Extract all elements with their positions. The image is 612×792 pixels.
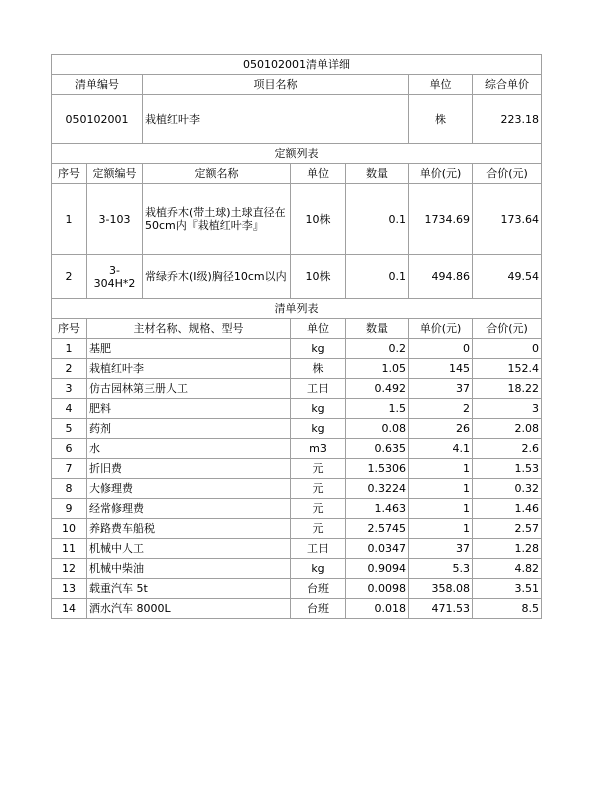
material-qty: 0.0098: [346, 579, 409, 599]
material-row: [52, 499, 542, 519]
quota-total: 173.64: [473, 184, 542, 255]
quota-seq: 1: [52, 184, 87, 255]
material-name: 养路费车船税: [87, 519, 291, 539]
list-seq-header: 序号: [52, 319, 87, 339]
material-unit: 台班: [291, 579, 346, 599]
material-unit-price: 37: [409, 379, 473, 399]
quota-total: 49.54: [473, 255, 542, 299]
material-total: 0: [473, 339, 542, 359]
item-row: [52, 95, 542, 144]
quota-unit-price-header: 单价(元): [409, 164, 473, 184]
material-qty: 0.0347: [346, 539, 409, 559]
material-seq: 4: [52, 399, 87, 419]
material-unit-price: 2: [409, 399, 473, 419]
list-name-header: 主材名称、规格、型号: [87, 319, 291, 339]
material-name: 水: [87, 439, 291, 459]
material-unit-price: 1: [409, 519, 473, 539]
material-seq: 7: [52, 459, 87, 479]
item-header-row: [52, 75, 542, 95]
material-total: 2.08: [473, 419, 542, 439]
material-seq: 6: [52, 439, 87, 459]
item-price: 223.18: [473, 95, 542, 144]
material-qty: 0.2: [346, 339, 409, 359]
material-total: 1.28: [473, 539, 542, 559]
material-unit: m3: [291, 439, 346, 459]
material-seq: 12: [52, 559, 87, 579]
material-qty: 0.9094: [346, 559, 409, 579]
material-unit-price: 1: [409, 479, 473, 499]
material-qty: 1.5: [346, 399, 409, 419]
material-unit: 株: [291, 359, 346, 379]
material-name: 药剂: [87, 419, 291, 439]
quota-unit: 10株: [291, 255, 346, 299]
material-row: [52, 399, 542, 419]
material-seq: 2: [52, 359, 87, 379]
list-header-row: [52, 319, 542, 339]
material-total: 1.46: [473, 499, 542, 519]
material-row: [52, 479, 542, 499]
material-qty: 1.463: [346, 499, 409, 519]
material-row: [52, 419, 542, 439]
material-seq: 3: [52, 379, 87, 399]
quota-qty: 0.1: [346, 255, 409, 299]
list-unit-price-header: 单价(元): [409, 319, 473, 339]
quota-unit: 10株: [291, 184, 346, 255]
material-unit-price: 4.1: [409, 439, 473, 459]
material-qty: 2.5745: [346, 519, 409, 539]
item-unit: 株: [409, 95, 473, 144]
material-row: [52, 379, 542, 399]
quota-qty: 0.1: [346, 184, 409, 255]
material-name: 机械中柴油: [87, 559, 291, 579]
quota-name: 栽植乔木(带土球)土球直径在50cm内『栽植红叶李』: [143, 184, 291, 255]
material-seq: 5: [52, 419, 87, 439]
material-row: [52, 539, 542, 559]
material-row: [52, 459, 542, 479]
material-qty: 0.3224: [346, 479, 409, 499]
material-qty: 1.5306: [346, 459, 409, 479]
quota-unit-price: 494.86: [409, 255, 473, 299]
quota-section-title: 定额列表: [52, 144, 542, 164]
material-unit: 元: [291, 479, 346, 499]
material-total: 18.22: [473, 379, 542, 399]
material-seq: 10: [52, 519, 87, 539]
item-name: 栽植红叶李: [143, 95, 409, 144]
material-row: [52, 339, 542, 359]
material-qty: 0.018: [346, 599, 409, 619]
quota-total-header: 合价(元): [473, 164, 542, 184]
sheet-title: 050102001清单详细: [52, 55, 542, 75]
list-qty-header: 数量: [346, 319, 409, 339]
material-name: 基肥: [87, 339, 291, 359]
quota-seq: 2: [52, 255, 87, 299]
quota-name: 常绿乔木(I级)胸径10cm以内: [143, 255, 291, 299]
material-unit: kg: [291, 399, 346, 419]
material-qty: 1.05: [346, 359, 409, 379]
material-unit-price: 358.08: [409, 579, 473, 599]
list-unit-header: 单位: [291, 319, 346, 339]
name-header: 项目名称: [143, 75, 409, 95]
material-unit: kg: [291, 559, 346, 579]
material-rows: [52, 339, 542, 619]
code-header: 清单编号: [52, 75, 143, 95]
material-total: 0.32: [473, 479, 542, 499]
item-code: 050102001: [52, 95, 143, 144]
unit-header: 单位: [409, 75, 473, 95]
material-row: [52, 519, 542, 539]
material-name: 经常修理费: [87, 499, 291, 519]
material-unit: 元: [291, 499, 346, 519]
material-row: [52, 599, 542, 619]
material-unit-price: 1: [409, 459, 473, 479]
material-seq: 14: [52, 599, 87, 619]
material-seq: 8: [52, 479, 87, 499]
material-name: 肥料: [87, 399, 291, 419]
material-total: 8.5: [473, 599, 542, 619]
material-name: 大修理费: [87, 479, 291, 499]
material-total: 1.53: [473, 459, 542, 479]
quota-qty-header: 数量: [346, 164, 409, 184]
quota-seq-header: 序号: [52, 164, 87, 184]
material-total: 4.82: [473, 559, 542, 579]
quota-unit-header: 单位: [291, 164, 346, 184]
quota-header-row: [52, 164, 542, 184]
material-unit-price: 5.3: [409, 559, 473, 579]
material-name: 载重汽车 5t: [87, 579, 291, 599]
material-seq: 13: [52, 579, 87, 599]
material-name: 仿古园林第三册人工: [87, 379, 291, 399]
quota-row: [52, 184, 542, 255]
material-total: 2.57: [473, 519, 542, 539]
quota-section-row: [52, 144, 542, 164]
material-unit-price: 145: [409, 359, 473, 379]
material-total: 2.6: [473, 439, 542, 459]
material-unit-price: 37: [409, 539, 473, 559]
material-unit: 元: [291, 459, 346, 479]
material-row: [52, 359, 542, 379]
material-name: 折旧费: [87, 459, 291, 479]
material-total: 3: [473, 399, 542, 419]
quota-code: 3-103: [87, 184, 143, 255]
bill-detail-table: [51, 54, 542, 619]
material-unit: 工日: [291, 539, 346, 559]
material-unit: 工日: [291, 379, 346, 399]
list-total-header: 合价(元): [473, 319, 542, 339]
quota-code-header: 定额编号: [87, 164, 143, 184]
material-unit-price: 1: [409, 499, 473, 519]
material-seq: 11: [52, 539, 87, 559]
quota-unit-price: 1734.69: [409, 184, 473, 255]
material-name: 栽植红叶李: [87, 359, 291, 379]
material-seq: 9: [52, 499, 87, 519]
material-row: [52, 559, 542, 579]
material-unit-price: 26: [409, 419, 473, 439]
material-unit: 台班: [291, 599, 346, 619]
material-name: 机械中人工: [87, 539, 291, 559]
material-row: [52, 439, 542, 459]
material-unit-price: 471.53: [409, 599, 473, 619]
quota-name-header: 定额名称: [143, 164, 291, 184]
quota-row: [52, 255, 542, 299]
material-row: [52, 579, 542, 599]
quota-code: 3-304H*2: [87, 255, 143, 299]
material-unit: 元: [291, 519, 346, 539]
material-name: 洒水汽车 8000L: [87, 599, 291, 619]
material-total: 152.4: [473, 359, 542, 379]
material-qty: 0.492: [346, 379, 409, 399]
material-qty: 0.635: [346, 439, 409, 459]
material-unit: kg: [291, 419, 346, 439]
price-header: 综合单价: [473, 75, 542, 95]
list-section-title: 清单列表: [52, 299, 542, 319]
material-seq: 1: [52, 339, 87, 359]
material-total: 3.51: [473, 579, 542, 599]
material-unit-price: 0: [409, 339, 473, 359]
material-qty: 0.08: [346, 419, 409, 439]
title-row: [52, 55, 542, 75]
list-section-row: [52, 299, 542, 319]
material-unit: kg: [291, 339, 346, 359]
